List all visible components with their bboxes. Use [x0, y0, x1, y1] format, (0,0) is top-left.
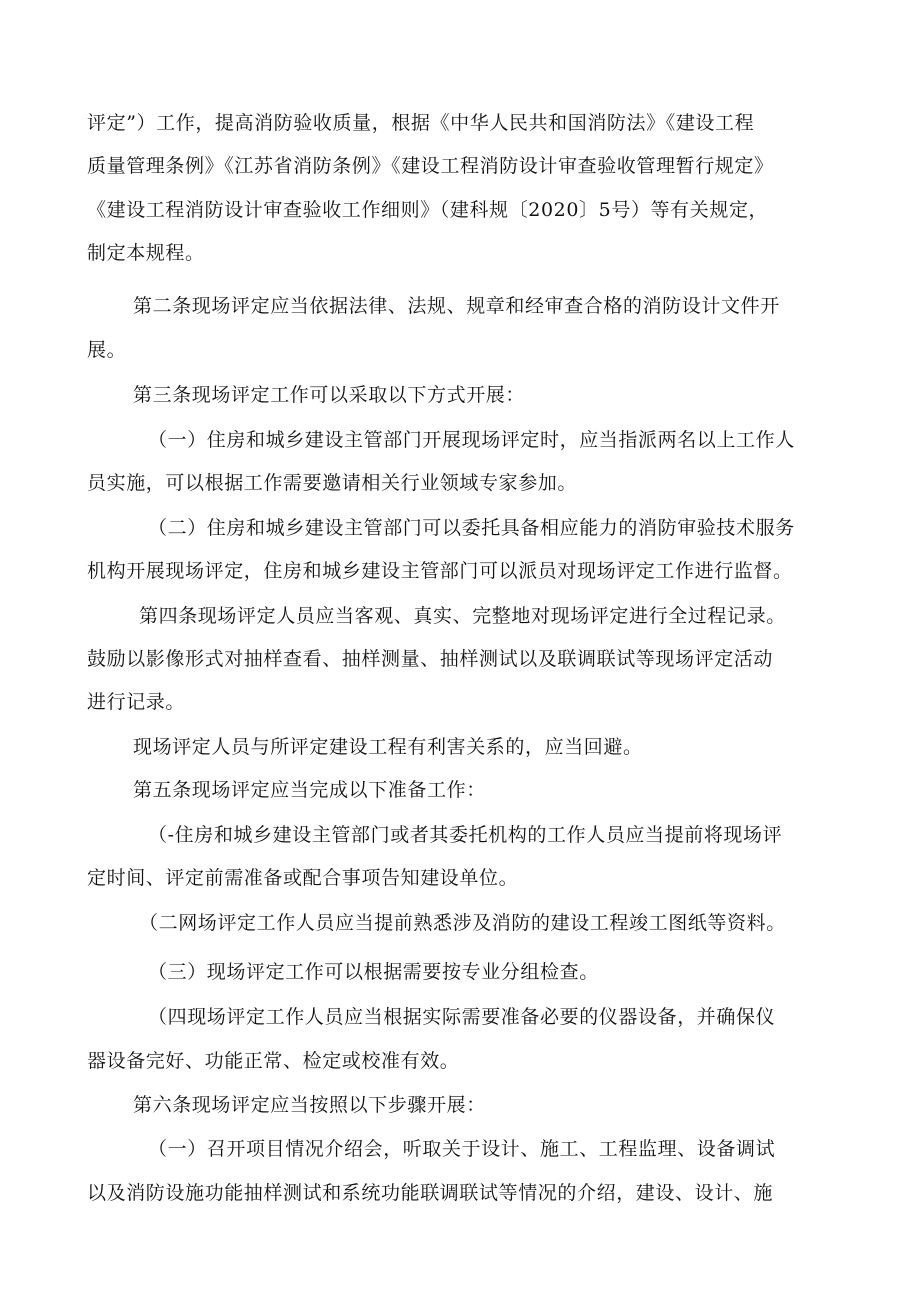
list-item-line: （四现场评定工作人员应当根据实际需要准备必要的仪器设备，并确保仪	[148, 1006, 776, 1028]
paragraph-line: 鼓励以影像形式对抽样查看、抽样测量、抽样测试以及联调联试等现场评定活动	[87, 648, 774, 670]
list-item-line: （-住房和城乡建设主管部门或者其委托机构的工作人员应当提前将现场评	[148, 824, 783, 846]
paragraph-line: 质量管理条例》《江苏省消防条例》《建设工程消防设计审查验收管理暂行规定》	[87, 155, 774, 177]
paragraph-line: 评定”）工作，提高消防验收质量，根据《中华人民共和国消防法》《建设工程	[87, 112, 755, 134]
list-item-line: （一）住房和城乡建设主管部门开展现场评定时，应当指派两名以上工作人	[148, 429, 795, 451]
article-heading-line: 第四条现场评定人员应当客观、真实、完整地对现场评定进行全过程记录。	[139, 605, 786, 627]
list-item-line: （二）住房和城乡建设主管部门可以委托具备相应能力的消防审验技术服务	[148, 517, 795, 539]
paragraph-line: 展。	[87, 339, 127, 361]
paragraph-line: 定时间、评定前需准备或配合事项告知建设单位。	[87, 867, 519, 889]
list-item-line: （二网场评定工作人员应当提前熟悉涉及消防的建设工程竣工图纸等资料。	[139, 912, 786, 934]
list-item-line: （三）现场评定工作可以根据需要按专业分组检查。	[148, 961, 599, 983]
article-heading-line: 第三条现场评定工作可以采取以下方式开展：	[133, 384, 526, 406]
paragraph-line: 以及消防设施功能抽样测试和系统功能联调联试等情况的介绍，建设、设计、施	[87, 1182, 774, 1204]
article-heading-line: 第二条现场评定应当依据法律、法规、规章和经审查合格的消防设计文件开	[133, 295, 780, 317]
paragraph-line: 进行记录。	[87, 691, 186, 713]
list-item-line: （一）召开项目情况介绍会，听取关于设计、施工、工程监理、设备调试	[148, 1138, 776, 1160]
paragraph-line: 机构开展现场评定，住房和城乡建设主管部门可以派员对现场评定工作进行监督。	[87, 560, 793, 582]
paragraph-line: 员实施，可以根据工作需要邀请相关行业领域专家参加。	[87, 472, 578, 494]
article-heading-line: 第五条现场评定应当完成以下准备工作：	[133, 779, 486, 801]
paragraph-line: 现场评定人员与所评定建设工程有利害关系的，应当回避。	[133, 736, 643, 758]
paragraph-line: 制定本规程。	[87, 242, 205, 264]
article-heading-line: 第六条现场评定应当按照以下步骤开展：	[133, 1094, 486, 1116]
paragraph-line: 器设备完好、功能正常、检定或校准有效。	[87, 1050, 460, 1072]
paragraph-line: 《建设工程消防设计审查验收工作细则》（建科规〔2020〕5号）等有关规定，	[87, 199, 769, 221]
